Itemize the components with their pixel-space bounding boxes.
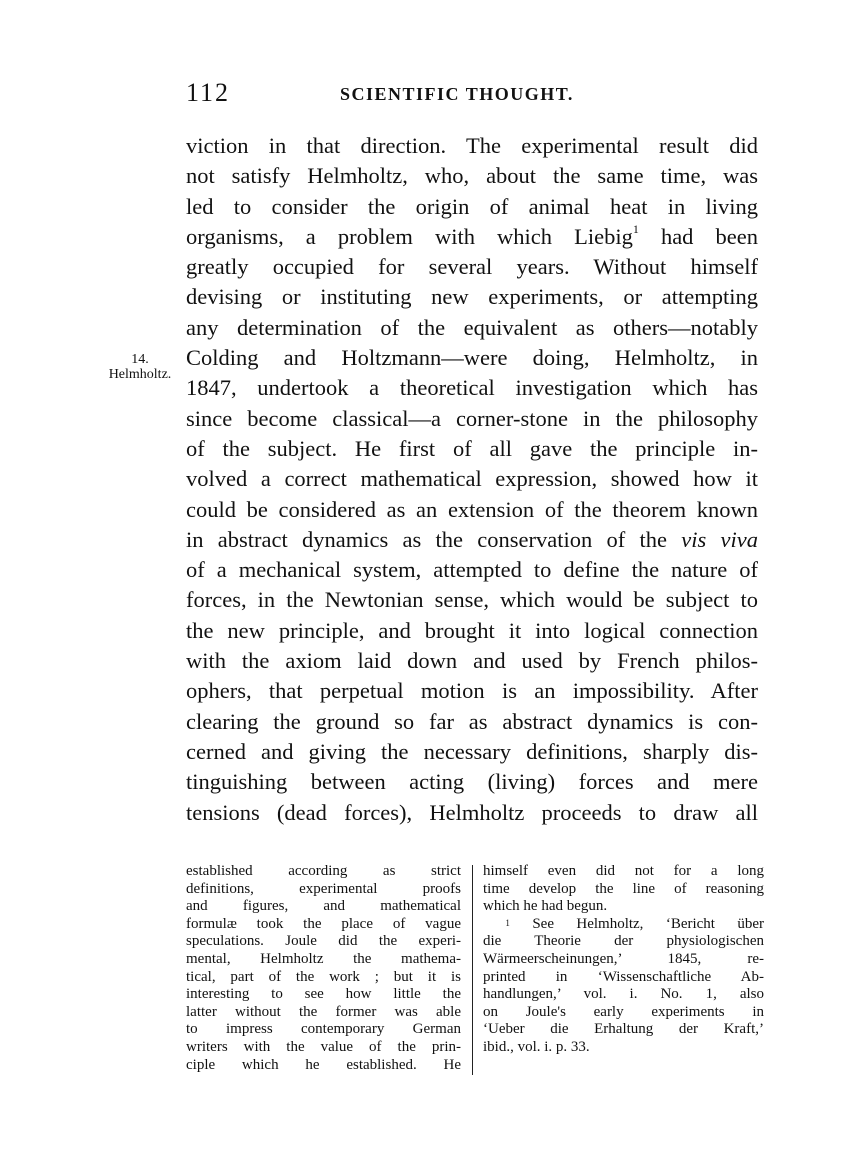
margin-note [98, 352, 182, 382]
body-line: clearing the ground so far as abstract dynamics is con- [186, 708, 758, 734]
body-line: devising or instituting new experiments, or attempting [186, 284, 758, 310]
footnote-line: which he had begun. [483, 898, 608, 915]
body-line: since become classical—a corner-stone in the philosophy [186, 405, 758, 431]
footnote-line: mental, Helmholtz the mathema- [186, 950, 461, 967]
body-line: Colding and Holtzmann—were doing, Helmholtz, in [186, 345, 758, 371]
footnote-line: definitions, experimental proofs [186, 880, 461, 897]
margin-note-label: Helmholtz. [108, 367, 172, 382]
footnote-line: latter without the former was able [186, 1003, 461, 1020]
body-line [186, 222, 758, 252]
footnote-line: die Theorie der physiologischen [483, 933, 764, 950]
body-line: of a mechanical system, attempted to define the nature of [186, 557, 758, 583]
body-line: not satisfy Helmholtz, who, about the same time, was [186, 163, 758, 189]
footnote-divider [472, 865, 473, 1075]
footnote-line: ‘Ueber die Erhaltung der Kraft,’ [483, 1021, 764, 1038]
body-line: cerned and giving the necessary definitions, sharply dis- [186, 738, 758, 764]
margin-note-number: 14. [131, 352, 149, 367]
footnote-column-right [483, 863, 764, 1057]
footnote-line: writers with the value of the prin- [186, 1038, 461, 1055]
footnote-line: formulæ took the place of vague [186, 915, 461, 932]
body-line: forces, in the Newtonian sense, which would be subject to [186, 587, 758, 613]
body-line: tensions (dead forces), Helmholtz proceeds to draw all [186, 799, 758, 825]
footnote-line [483, 916, 764, 934]
footnote-line: printed in ‘Wissenschaftliche Ab- [483, 968, 764, 985]
footnotes [186, 863, 764, 1075]
body-line: any determination of the equivalent as others—notably [186, 314, 758, 340]
body-line: the new principle, and brought it into logical connection [186, 617, 758, 643]
body-line: ophers, that perpetual motion is an impossibility. After [186, 678, 758, 704]
body-line-tail: had been [638, 223, 758, 249]
footnote-line: on Joule's early experiments in [483, 1003, 764, 1020]
body-line: viction in that direction. The experimental result did [186, 133, 758, 158]
body-line-text: in abstract dynamics as the conservation of the [186, 526, 667, 552]
footnote-line: speculations. Joule did the experi- [186, 933, 461, 950]
footnote-line: handlungen,’ vol. i. No. 1, also [483, 986, 764, 1003]
body-line: could be considered as an extension of the theorem known [186, 496, 758, 522]
footnote-line: ciple which he established. He [186, 1056, 461, 1073]
footnote-line: established according as strict [186, 863, 461, 879]
body-line: greatly occupied for several years. Without himself [186, 254, 758, 280]
footnote-line: and figures, and mathematical [186, 898, 461, 915]
body-text [186, 131, 758, 828]
footnote-line: Wärmeerscheinungen,’ 1845, re- [483, 950, 764, 967]
footnote-line: himself even did not for a long [483, 863, 764, 879]
running-head: SCIENTIFIC THOUGHT. [340, 84, 574, 104]
footnote-line-text: See Helmholtz, ‘Bericht über [532, 915, 765, 932]
body-line: tinguishing between acting (living) forces and mere [186, 769, 758, 795]
body-line: 1847, undertook a theoretical investigation which has [186, 375, 758, 401]
body-line [186, 525, 758, 555]
body-line: with the axiom laid down and used by French philos- [186, 648, 758, 674]
footnote-line: interesting to see how little the [186, 986, 461, 1003]
footnote-line: time develop the line of reasoning [483, 880, 764, 897]
body-line-text: organisms, a problem with which Liebig [186, 223, 633, 249]
body-line: volved a correct mathematical expression, showed how it [186, 466, 758, 492]
footnote-column-left [186, 863, 461, 1074]
footnote-marker: 1 [505, 917, 510, 928]
page-header [0, 78, 850, 112]
italic-term: vis viva [681, 526, 759, 552]
page-number: 112 [186, 78, 231, 107]
body-line: of the subject. He first of all gave the principle in- [186, 435, 758, 461]
footnote-ref: 1 [632, 221, 639, 236]
footnote-line: ibid., vol. i. p. 33. [483, 1038, 590, 1055]
footnote-line: tical, part of the work ; but it is [186, 968, 461, 985]
body-line: led to consider the origin of animal heat in living [186, 193, 758, 219]
footnote-line: to impress contemporary German [186, 1021, 461, 1038]
